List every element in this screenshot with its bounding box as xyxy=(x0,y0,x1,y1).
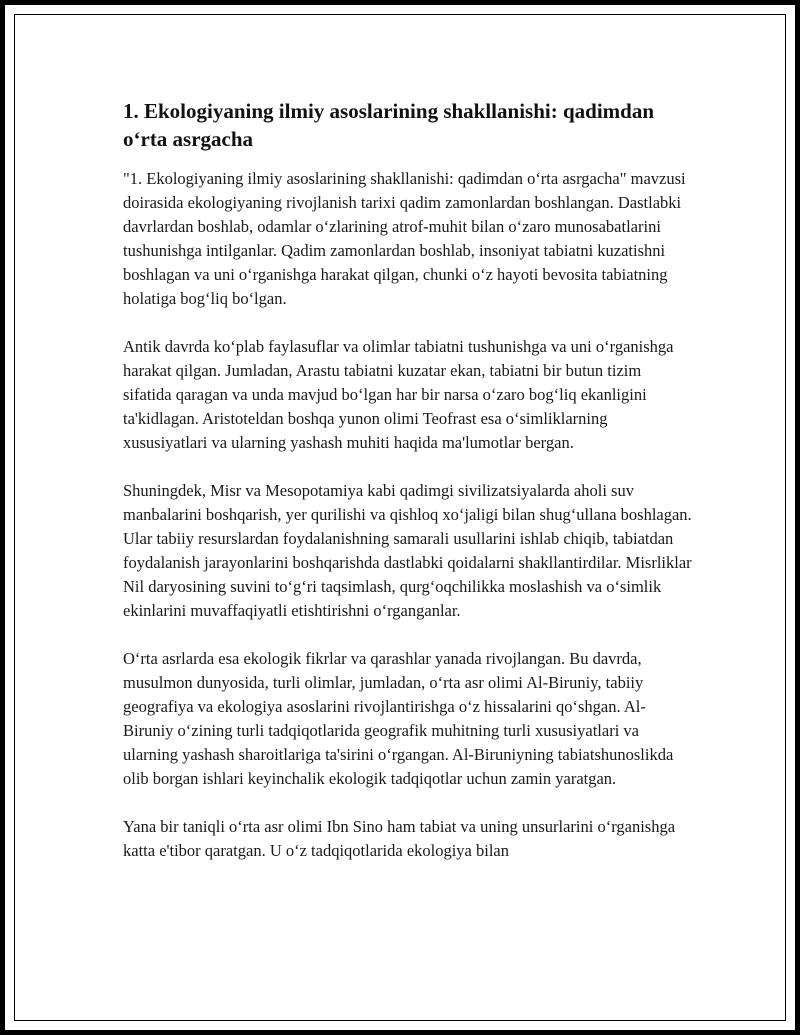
paragraph-intro: "1. Ekologiyaning ilmiy asoslarining shakllanishi: qadimdan o‘rta asrgacha" mavzusi doirasida ekologiyaning rivojlanish tarixi qadim zamonlardan boshlangan. Dastlabki davrlardan boshlab, odamlar o‘zlarining atrof-muhit bilan o‘zaro munosabatlarini tushunishga intilganlar. Qadim zamonlardan boshlab, insoniyat tabiatni kuzatishni boshlagan va uni o‘rganishga harakat qilgan, chunki o‘z hayoti bevosita tabiatning holatiga bog‘liq bo‘lgan. xyxy=(123,169,686,308)
paragraph-ibn-sino: Yana bir taniqli o‘rta asr olimi Ibn Sino ham tabiat va uning unsurlarini o‘rganishga katta e'tibor qaratgan. U o‘z tadqiqotlarida ekologiya bilan xyxy=(123,817,676,860)
paragraph-ancient-civilizations: Shuningdek, Misr va Mesopotamiya kabi qadimgi sivilizatsiyalarda aholi suv manbalarini boshqarish, yer qurilishi va qishloq xo‘jaligi bilan shug‘ullana boshlagan. Ular tabiiy resurslardan foydalanishning samarali usullarini ishlab chiqib, tabiatdan foydalanish jarayonlarini boshqarishda dastlabki qoidalarni shakllantirdilar. Misrliklar Nil daryosining suvini to‘g‘ri taqsimlash, qurg‘oqchilikka moslashish va o‘simlik ekinlarini muvaffaqiyatli etishtirishni o‘rganganlar. xyxy=(123,481,692,620)
paragraph-middle-ages: O‘rta asrlarda esa ekologik fikrlar va qarashlar yanada rivojlangan. Bu davrda, musulmon dunyosida, turli olimlar, jumladan, o‘rta asr olimi Al-Biruniy, tabiiy geografiya va ekologiya asoslarini rivojlantirishga o‘z hissalarini qo‘shgan. Al-Biruniy o‘zining turli tadqiqotlarida geografik muhitning turli xususiyatlari va ularning yashash sharoitlariga ta'sirini o‘rgangan. Al-Biruniyning tabiatshunoslikda olib borgan ishlari keyinchalik ekologik tadqiqotlar uchun zamin yaratgan. xyxy=(123,649,674,788)
paragraph-antiquity: Antik davrda ko‘plab faylasuflar va olimlar tabiatni tushunishga va uni o‘rganishga harakat qilgan. Jumladan, Arastu tabiatni kuzatar ekan, tabiatni bir butun tizim sifatida qaragan va unda mavjud bo‘lgan har bir narsa o‘zaro bog‘liq ekanligini ta'kidlagan. Aristoteldan boshqa yunon olimi Teofrast esa o‘simliklarning xususiyatlari va ularning yashash muhiti haqida ma'lumotlar bergan. xyxy=(123,337,674,452)
section-heading: 1. Ekologiyaning ilmiy asoslarining shakllanishi: qadimdan o‘rta asrgacha xyxy=(123,99,655,151)
document-body xyxy=(123,97,693,887)
